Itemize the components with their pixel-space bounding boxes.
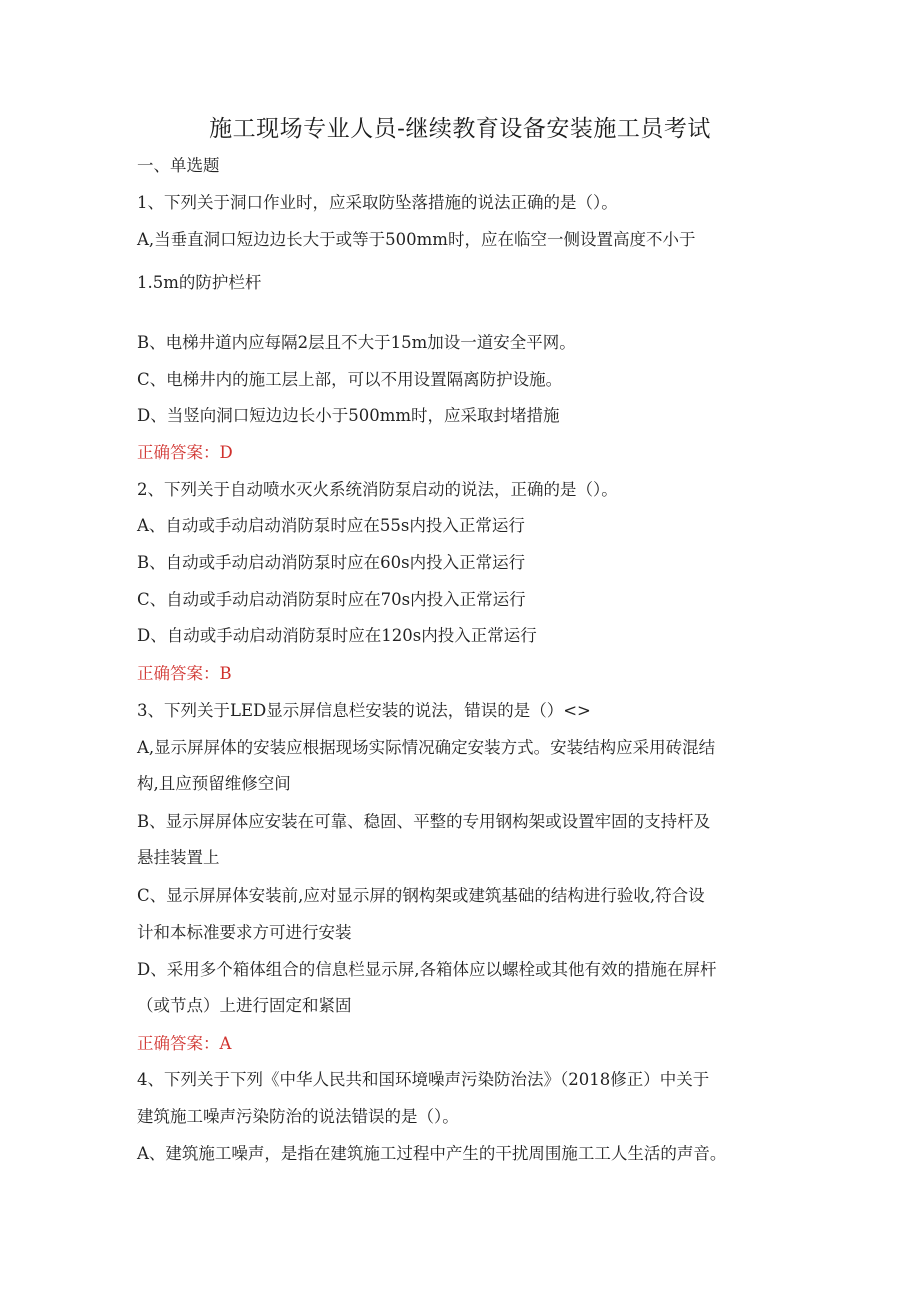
question-2-stem: 2、下列关于自动喷水灭火系统消防泵启动的说法，正确的是（）。 [137,480,618,499]
question-2-option-c: C、自动或手动启动消防泵时应在70s内投入正常运行 [137,590,526,609]
question-1-answer: 正确答案：D [137,443,233,462]
question-3-stem: 3、下列关于LED显示屏信息栏安装的说法，错误的是（）<> [137,701,591,720]
question-1-stem: 1、下列关于洞口作业时，应采取防坠落措施的说法正确的是（）。 [137,193,618,212]
question-1-option-a: A,当垂直洞口短边边长大于或等于500mm时，应在临空一侧设置高度不小于 [137,230,696,249]
question-2-answer: 正确答案：B [137,664,232,683]
question-1-option-b: B、电梯井道内应每隔2层且不大于15m加设一道安全平网。 [137,333,576,352]
question-4-stem: 4、下列关于下列《中华人民共和国环境噪声污染防治法》（2018修正）中关于 [137,1070,710,1089]
question-1-option-a-cont: 1.5m的防护栏杆 [137,273,262,292]
question-2-option-b: B、自动或手动启动消防泵时应在60s内投入正常运行 [137,553,526,572]
question-1-option-c: C、电梯井内的施工层上部，可以不用设置隔离防护设施。 [137,370,563,389]
question-3-option-a: A,显示屏屏体的安装应根据现场实际情况确定安装方式。安装结构应采用砖混结 [137,738,716,757]
question-3-option-b: B、显示屏屏体应安装在可靠、稳固、平整的专用钢构架或设置牢固的支持杆及 [137,812,711,831]
question-1-option-d: D、当竖向洞口短边边长小于500mm时，应采取封堵措施 [137,406,560,425]
question-2-option-a: A、自动或手动启动消防泵时应在55s内投入正常运行 [137,516,525,535]
question-3-answer: 正确答案：A [137,1034,232,1053]
question-4-stem-cont: 建筑施工噪声污染防治的说法错误的是（）。 [137,1107,459,1126]
question-2-option-d: D、自动或手动启动消防泵时应在120s内投入正常运行 [137,626,537,645]
document-title: 施工现场专业人员-继续教育设备安装施工员考试 [209,116,711,142]
question-3-option-a-cont: 构,且应预留维修空间 [137,774,291,793]
question-3-option-c: C、显示屏屏体安装前,应对显示屏的钢构架或建筑基础的结构进行验收,符合设 [137,886,705,905]
question-3-option-b-cont: 悬挂装置上 [137,848,220,867]
question-3-option-d: D、采用多个箱体组合的信息栏显示屏,各箱体应以螺栓或其他有效的措施在屏杆 [137,960,717,979]
question-3-option-c-cont: 计和本标准要求方可进行安装 [137,923,352,942]
section-heading: 一、单选题 [137,156,220,175]
question-4-option-a: A、建筑施工噪声，是指在建筑施工过程中产生的干扰周围施工工人生活的声音。 [137,1144,727,1163]
question-3-option-d-cont: （或节点）上进行固定和紧固 [137,996,352,1015]
